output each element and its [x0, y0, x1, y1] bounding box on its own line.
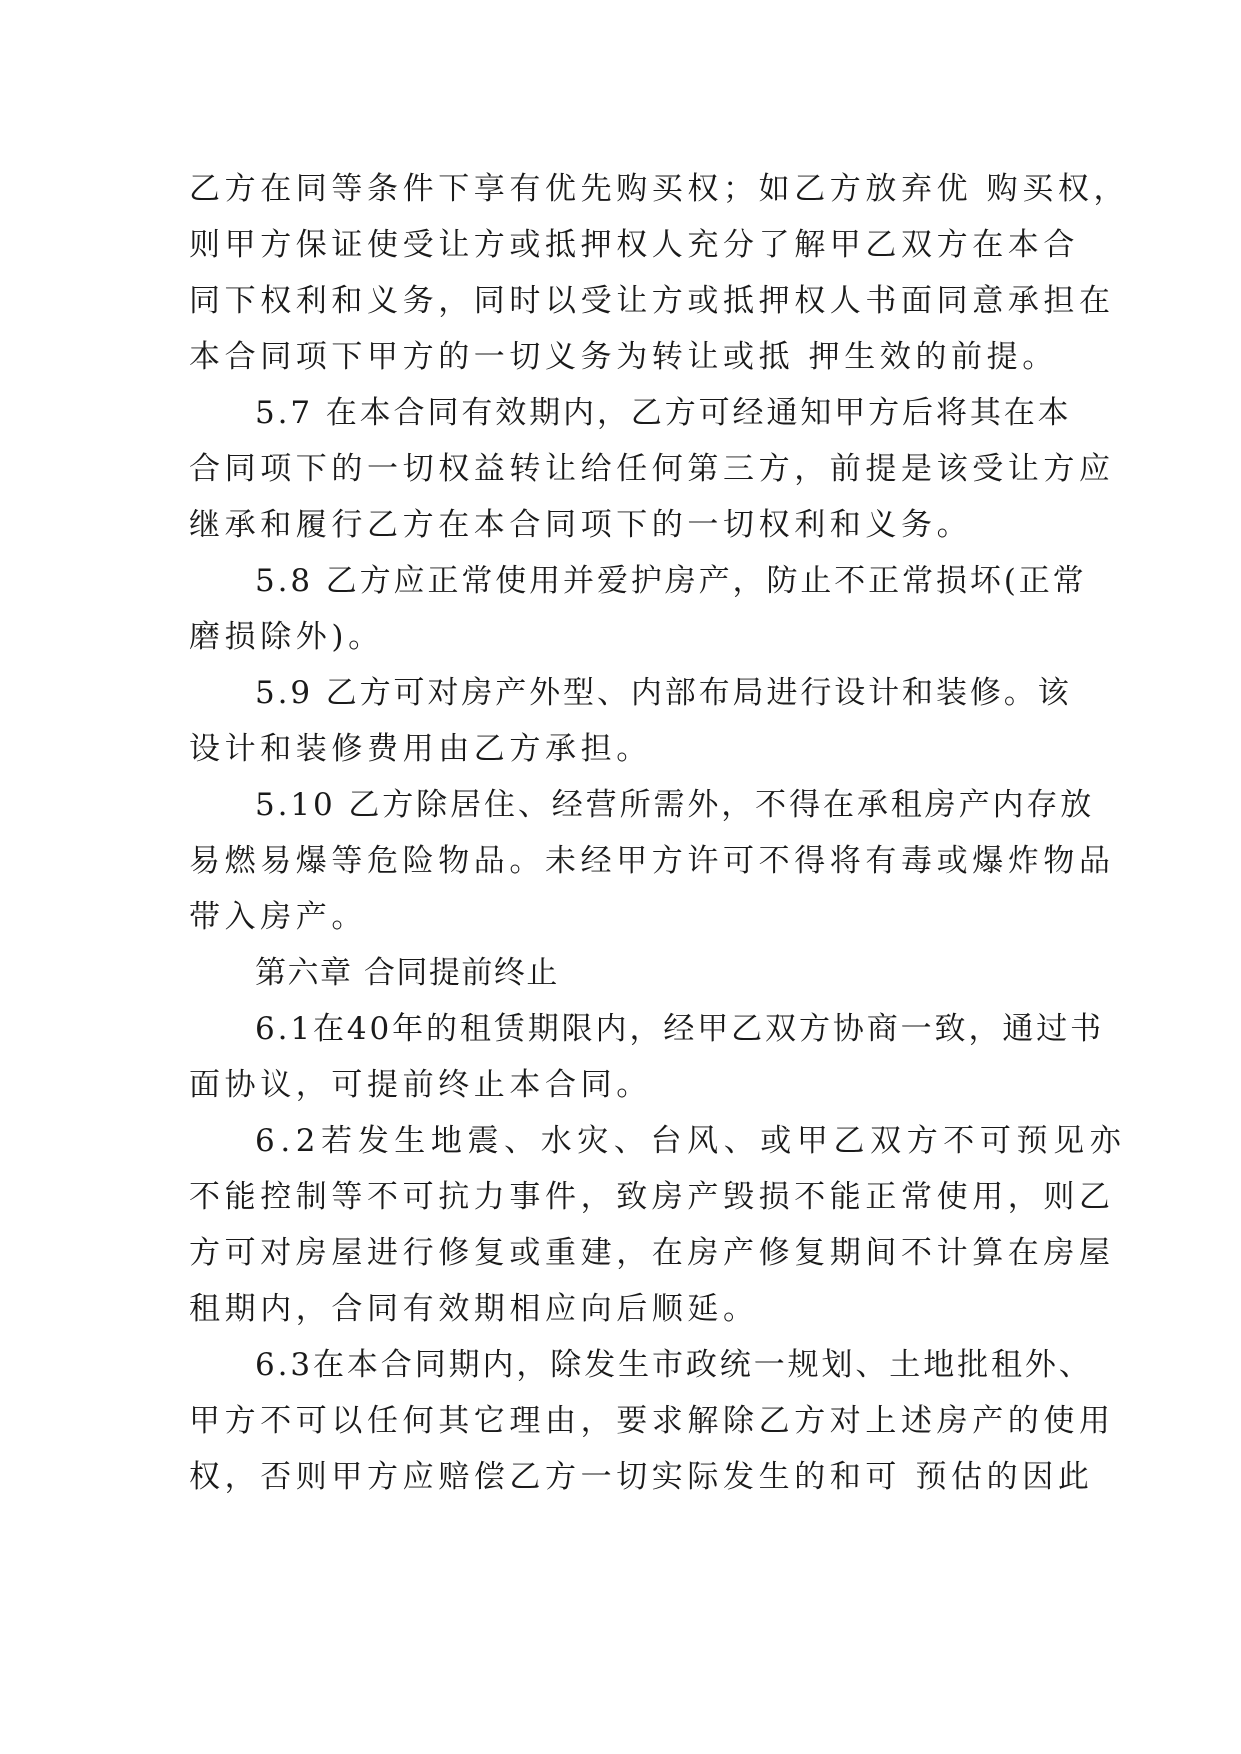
text-line: 5.9 乙方可对房产外型、内部布局进行设计和装修。该 [255, 675, 1072, 711]
text-line: 6.1在40年的租赁期限内，经甲乙双方协商一致，通过书 [255, 1011, 1105, 1047]
text-line: 甲方不可以任何其它理由，要求解除乙方对上述房产的使用 [189, 1403, 1115, 1439]
text-line: 本合同项下甲方的一切义务为转让或抵 押生效的前提。 [189, 339, 1058, 375]
text-line: 磨损除外)。 [189, 619, 384, 655]
text-line: 不能控制等不可抗力事件，致房产毁损不能正常使用，则乙 [189, 1179, 1115, 1215]
text-line: 则甲方保证使受让方或抵押权人充分了解甲乙双方在本合 [189, 227, 1079, 263]
text-line: 6.2若发生地震、水灾、台风、或甲乙双方不可预见亦 [255, 1123, 1127, 1159]
chapter-heading: 第六章 合同提前终止 [255, 955, 559, 991]
text-line: 方可对房屋进行修复或重建，在房产修复期间不计算在房屋 [189, 1235, 1115, 1271]
text-line: 5.7 在本合同有效期内，乙方可经通知甲方后将其在本 [255, 395, 1072, 431]
text-line: 面协议，可提前终止本合同。 [189, 1067, 652, 1103]
text-line: 同下权利和义务，同时以受让方或抵押权人书面同意承担在 [189, 283, 1115, 319]
text-line: 5.8 乙方应正常使用并爱护房产，防止不正常损坏(正常 [255, 563, 1087, 599]
text-line: 权，否则甲方应赔偿乙方一切实际发生的和可 预估的因此 [189, 1459, 1094, 1495]
text-line: 带入房产。 [189, 899, 367, 935]
text-line: 合同项下的一切权益转让给任何第三方，前提是该受让方应 [189, 451, 1115, 487]
text-line: 5.10 乙方除居住、经营所需外，不得在承租房产内存放 [255, 787, 1095, 823]
text-line: 乙方在同等条件下享有优先购买权；如乙方放弃优 购买权， [189, 171, 1130, 207]
text-line: 继承和履行乙方在本合同项下的一切权利和义务。 [189, 507, 973, 543]
text-line: 易燃易爆等危险物品。未经甲方许可不得将有毒或爆炸物品 [189, 843, 1115, 879]
text-line: 设计和装修费用由乙方承担。 [189, 731, 652, 767]
text-line: 租期内，合同有效期相应向后顺延。 [189, 1291, 759, 1327]
text-line: 6.3在本合同期内，除发生市政统一规划、土地批租外、 [255, 1347, 1093, 1383]
